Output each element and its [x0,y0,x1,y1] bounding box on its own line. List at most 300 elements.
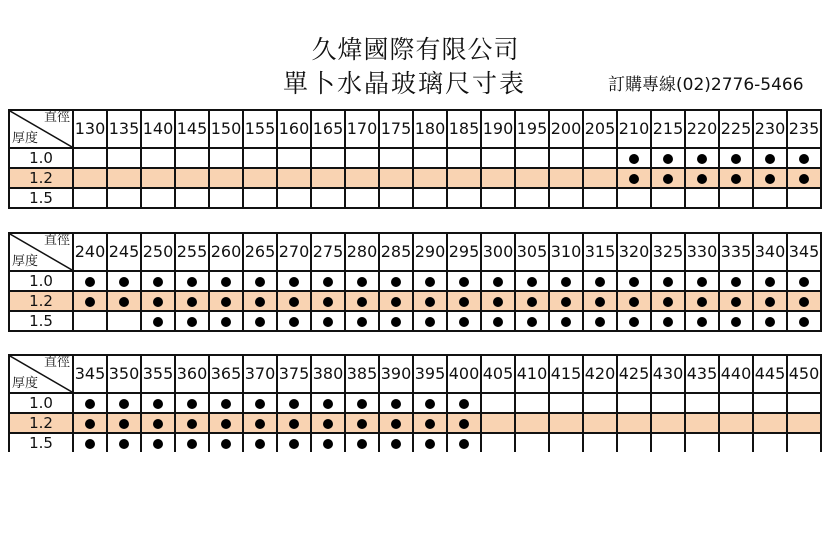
thickness-cell: 1.5 [9,433,73,452]
filled-dot-icon [765,317,775,327]
diameter-header: 290 [413,233,447,271]
availability-cell [345,168,379,188]
availability-cell [651,433,685,452]
availability-cell [447,188,481,208]
filled-dot-icon [629,297,639,307]
filled-dot-icon [289,439,299,449]
availability-cell [549,291,583,311]
availability-cell [515,271,549,291]
availability-cell [515,168,549,188]
diameter-header: 295 [447,233,481,271]
availability-cell [243,433,277,452]
availability-cell [141,148,175,168]
filled-dot-icon [799,174,809,184]
thickness-row [9,188,821,208]
filled-dot-icon [595,297,605,307]
filled-dot-icon [357,317,367,327]
availability-cell [651,393,685,413]
availability-cell [209,291,243,311]
availability-cell [311,168,345,188]
filled-dot-icon [595,317,605,327]
availability-cell [719,168,753,188]
availability-cell [651,291,685,311]
filled-dot-icon [493,277,503,287]
diameter-header: 450 [787,355,821,393]
availability-cell [175,168,209,188]
availability-cell [787,433,821,452]
filled-dot-icon [765,277,775,287]
availability-cell [311,433,345,452]
filled-dot-icon [153,317,163,327]
availability-cell [413,148,447,168]
availability-cell [345,148,379,168]
filled-dot-icon [629,317,639,327]
availability-cell [141,271,175,291]
filled-dot-icon [153,297,163,307]
filled-dot-icon [629,154,639,164]
thickness-row [9,291,821,311]
diameter-header: 415 [549,355,583,393]
availability-cell [413,271,447,291]
availability-cell [651,413,685,433]
filled-dot-icon [391,317,401,327]
filled-dot-icon [85,277,95,287]
availability-cell [481,311,515,331]
availability-cell [73,291,107,311]
availability-cell [345,271,379,291]
availability-cell [277,393,311,413]
filled-dot-icon [357,399,367,409]
availability-cell [107,168,141,188]
availability-cell [787,413,821,433]
availability-cell [243,168,277,188]
availability-cell [481,393,515,413]
availability-cell [277,168,311,188]
filled-dot-icon [221,419,231,429]
filled-dot-icon [663,174,673,184]
availability-cell [379,311,413,331]
availability-cell [719,413,753,433]
availability-cell [481,433,515,452]
availability-cell [753,148,787,168]
availability-cell [73,271,107,291]
filled-dot-icon [425,419,435,429]
filled-dot-icon [221,317,231,327]
availability-cell [277,413,311,433]
availability-cell [685,413,719,433]
thickness-row [9,271,821,291]
diameter-header: 325 [651,233,685,271]
filled-dot-icon [323,399,333,409]
availability-cell [685,291,719,311]
availability-cell [209,188,243,208]
availability-cell [447,433,481,452]
availability-cell [107,148,141,168]
availability-cell [685,271,719,291]
filled-dot-icon [357,419,367,429]
thickness-row [9,433,821,452]
availability-cell [345,291,379,311]
filled-dot-icon [153,399,163,409]
filled-dot-icon [459,399,469,409]
diameter-header: 140 [141,110,175,148]
availability-cell [753,393,787,413]
filled-dot-icon [255,277,265,287]
diameter-header: 265 [243,233,277,271]
availability-cell [73,433,107,452]
diameter-header: 420 [583,355,617,393]
diameter-header: 430 [651,355,685,393]
availability-cell [651,148,685,168]
diameter-header: 145 [175,110,209,148]
availability-cell [379,413,413,433]
diameter-label: 直徑 [43,111,70,125]
filled-dot-icon [289,419,299,429]
availability-cell [141,311,175,331]
diameter-header: 305 [515,233,549,271]
diameter-header: 160 [277,110,311,148]
availability-cell [651,168,685,188]
filled-dot-icon [119,297,129,307]
availability-cell [583,148,617,168]
availability-cell [617,393,651,413]
availability-cell [685,188,719,208]
filled-dot-icon [731,277,741,287]
diameter-header: 250 [141,233,175,271]
diameter-header: 275 [311,233,345,271]
diameter-header: 365 [209,355,243,393]
availability-cell [787,291,821,311]
availability-cell [209,271,243,291]
availability-cell [617,413,651,433]
availability-cell [583,168,617,188]
availability-cell [141,413,175,433]
filled-dot-icon [221,439,231,449]
diameter-header: 360 [175,355,209,393]
availability-cell [719,393,753,413]
thickness-label: 厚度 [12,131,39,146]
diameter-header: 380 [311,355,345,393]
diameter-header: 215 [651,110,685,148]
availability-cell [787,148,821,168]
availability-cell [787,271,821,291]
availability-cell [243,413,277,433]
filled-dot-icon [187,439,197,449]
availability-cell [175,291,209,311]
filled-dot-icon [289,297,299,307]
filled-dot-icon [187,419,197,429]
diameter-header: 235 [787,110,821,148]
filled-dot-icon [187,317,197,327]
filled-dot-icon [187,297,197,307]
diameter-header: 330 [685,233,719,271]
availability-cell [73,168,107,188]
filled-dot-icon [697,174,707,184]
thickness-row [9,311,821,331]
availability-cell [583,188,617,208]
thickness-row [9,168,821,188]
header-row [9,233,821,271]
availability-cell [73,311,107,331]
header-row [9,355,821,393]
availability-cell [447,148,481,168]
availability-cell [175,311,209,331]
diameter-header: 205 [583,110,617,148]
filled-dot-icon [255,399,265,409]
availability-cell [243,311,277,331]
filled-dot-icon [153,277,163,287]
filled-dot-icon [323,419,333,429]
filled-dot-icon [459,419,469,429]
availability-cell [481,168,515,188]
availability-cell [243,291,277,311]
diameter-header: 280 [345,233,379,271]
diameter-header: 155 [243,110,277,148]
filled-dot-icon [357,277,367,287]
availability-cell [141,291,175,311]
availability-cell [481,291,515,311]
filled-dot-icon [663,317,673,327]
filled-dot-icon [697,154,707,164]
availability-cell [311,393,345,413]
availability-cell [379,188,413,208]
availability-cell [617,188,651,208]
filled-dot-icon [459,317,469,327]
availability-cell [379,433,413,452]
diameter-header: 190 [481,110,515,148]
filled-dot-icon [799,297,809,307]
filled-dot-icon [425,277,435,287]
filled-dot-icon [527,317,537,327]
availability-cell [243,393,277,413]
filled-dot-icon [799,317,809,327]
thickness-label: 厚度 [12,254,39,269]
availability-cell [549,393,583,413]
filled-dot-icon [493,297,503,307]
size-table-3 [8,354,822,452]
thickness-cell: 1.5 [9,311,73,331]
availability-cell [141,168,175,188]
availability-cell [515,393,549,413]
filled-dot-icon [85,419,95,429]
filled-dot-icon [85,399,95,409]
availability-cell [447,413,481,433]
availability-cell [549,433,583,452]
availability-cell [277,271,311,291]
availability-cell [311,311,345,331]
diameter-header: 200 [549,110,583,148]
availability-cell [617,271,651,291]
diameter-header: 180 [413,110,447,148]
availability-cell [141,188,175,208]
filled-dot-icon [459,277,469,287]
filled-dot-icon [561,317,571,327]
diameter-header: 405 [481,355,515,393]
diameter-header: 150 [209,110,243,148]
availability-cell [617,148,651,168]
size-table-2 [8,232,822,332]
availability-cell [413,188,447,208]
filled-dot-icon [391,419,401,429]
filled-dot-icon [731,317,741,327]
diameter-header: 175 [379,110,413,148]
availability-cell [209,168,243,188]
filled-dot-icon [697,317,707,327]
availability-cell [379,291,413,311]
thickness-row [9,413,821,433]
availability-cell [447,291,481,311]
filled-dot-icon [289,399,299,409]
diameter-header: 185 [447,110,481,148]
availability-cell [141,433,175,452]
availability-cell [651,311,685,331]
availability-cell [549,413,583,433]
availability-cell [685,393,719,413]
filled-dot-icon [425,317,435,327]
availability-cell [481,188,515,208]
filled-dot-icon [323,277,333,287]
diameter-header: 385 [345,355,379,393]
header-row [9,110,821,148]
availability-cell [583,413,617,433]
filled-dot-icon [765,174,775,184]
availability-cell [107,393,141,413]
filled-dot-icon [663,297,673,307]
availability-cell [787,168,821,188]
filled-dot-icon [323,297,333,307]
filled-dot-icon [85,439,95,449]
corner-cell [9,233,73,271]
diameter-header: 195 [515,110,549,148]
filled-dot-icon [697,277,707,287]
diameter-header: 165 [311,110,345,148]
diameter-header: 310 [549,233,583,271]
diameter-header: 400 [447,355,481,393]
thickness-row [9,148,821,168]
filled-dot-icon [595,277,605,287]
availability-cell [787,188,821,208]
diameter-header: 135 [107,110,141,148]
diameter-header: 390 [379,355,413,393]
availability-cell [549,271,583,291]
availability-cell [413,433,447,452]
diameter-header: 255 [175,233,209,271]
availability-cell [447,311,481,331]
availability-cell [719,271,753,291]
availability-cell [311,188,345,208]
thickness-label: 厚度 [12,376,39,391]
availability-cell [515,148,549,168]
availability-cell [549,311,583,331]
availability-cell [753,413,787,433]
filled-dot-icon [119,419,129,429]
availability-cell [481,148,515,168]
filled-dot-icon [425,439,435,449]
availability-cell [413,413,447,433]
diameter-header: 300 [481,233,515,271]
availability-cell [719,433,753,452]
filled-dot-icon [629,174,639,184]
availability-cell [175,271,209,291]
availability-cell [175,393,209,413]
availability-cell [583,433,617,452]
filled-dot-icon [629,277,639,287]
diameter-header: 320 [617,233,651,271]
filled-dot-icon [391,439,401,449]
filled-dot-icon [153,419,163,429]
filled-dot-icon [663,154,673,164]
filled-dot-icon [561,297,571,307]
availability-cell [345,393,379,413]
filled-dot-icon [221,277,231,287]
availability-cell [107,433,141,452]
filled-dot-icon [799,277,809,287]
diameter-header: 130 [73,110,107,148]
availability-cell [447,271,481,291]
diameter-header: 270 [277,233,311,271]
availability-cell [549,188,583,208]
filled-dot-icon [119,439,129,449]
filled-dot-icon [255,297,265,307]
filled-dot-icon [187,399,197,409]
availability-cell [549,148,583,168]
availability-cell [481,413,515,433]
diameter-header: 395 [413,355,447,393]
availability-cell [515,291,549,311]
filled-dot-icon [459,439,469,449]
filled-dot-icon [357,297,367,307]
availability-cell [685,311,719,331]
filled-dot-icon [391,297,401,307]
diameter-header: 340 [753,233,787,271]
filled-dot-icon [255,439,265,449]
availability-cell [379,148,413,168]
filled-dot-icon [663,277,673,287]
availability-cell [753,271,787,291]
filled-dot-icon [561,277,571,287]
availability-cell [311,413,345,433]
availability-cell [107,188,141,208]
filled-dot-icon [119,277,129,287]
diameter-label: 直徑 [43,234,70,248]
availability-cell [413,393,447,413]
availability-cell [515,433,549,452]
availability-cell [685,168,719,188]
thickness-cell: 1.2 [9,291,73,311]
filled-dot-icon [459,297,469,307]
filled-dot-icon [799,154,809,164]
filled-dot-icon [765,297,775,307]
diameter-header: 315 [583,233,617,271]
availability-cell [277,291,311,311]
diameter-header: 230 [753,110,787,148]
diameter-header: 370 [243,355,277,393]
availability-cell [73,393,107,413]
availability-cell [753,168,787,188]
filled-dot-icon [255,317,265,327]
availability-cell [787,311,821,331]
availability-cell [277,148,311,168]
availability-cell [73,188,107,208]
filled-dot-icon [255,419,265,429]
availability-cell [481,271,515,291]
diameter-label: 直徑 [43,356,70,370]
filled-dot-icon [119,399,129,409]
availability-cell [617,311,651,331]
availability-cell [651,271,685,291]
thickness-cell: 1.2 [9,168,73,188]
availability-cell [583,393,617,413]
